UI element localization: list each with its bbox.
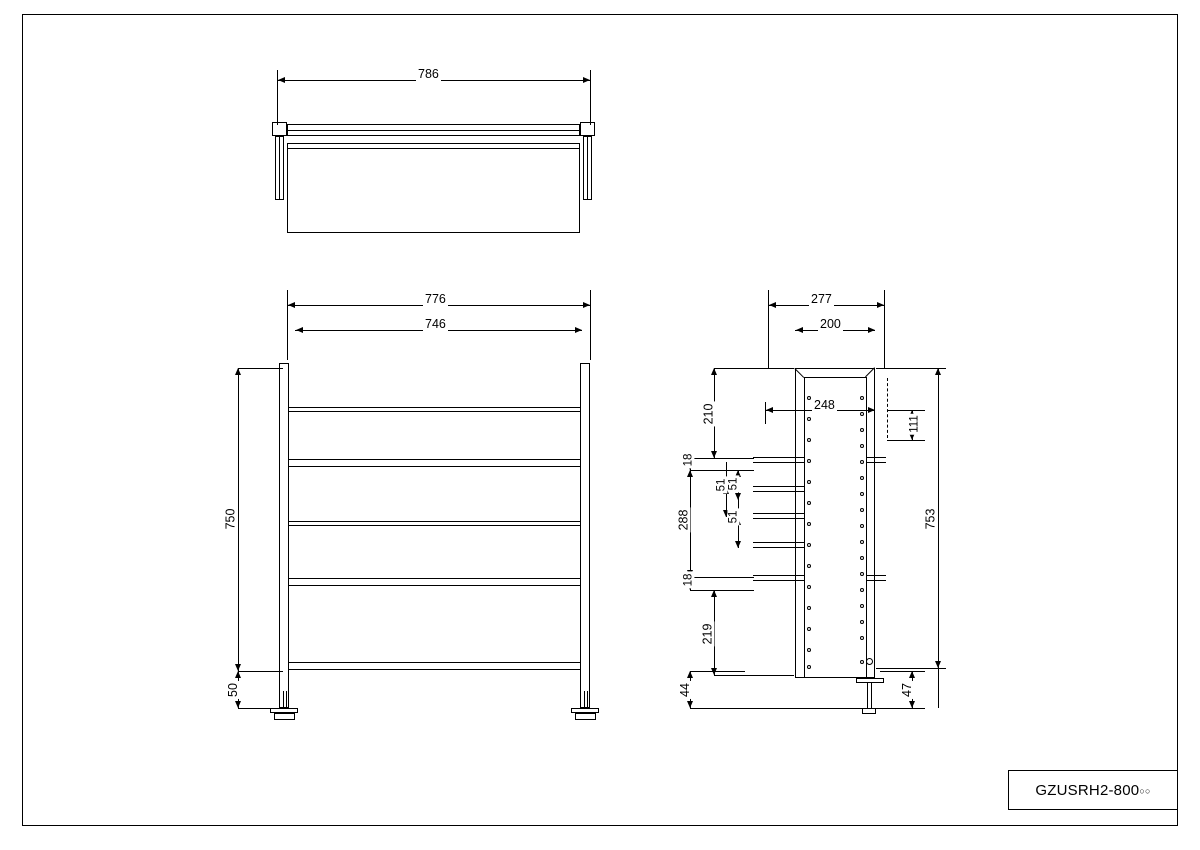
side-shelf-inner bbox=[866, 462, 886, 463]
ext-44-top bbox=[690, 671, 745, 672]
dim-label-776: 776 bbox=[425, 292, 446, 306]
perforation-hole bbox=[860, 572, 864, 576]
ext-248-left bbox=[765, 402, 766, 424]
arrow-248-right bbox=[868, 407, 875, 413]
perforation-hole bbox=[860, 508, 864, 512]
arrow-277-right bbox=[877, 302, 884, 308]
arrow-219-up bbox=[711, 590, 717, 597]
dim-label-51-a: 51 bbox=[727, 477, 740, 491]
perforation-hole bbox=[807, 459, 811, 463]
part-number-suffix: ○○ bbox=[1139, 785, 1151, 796]
perforation-hole bbox=[860, 620, 864, 624]
dim-label-288: 288 bbox=[676, 509, 691, 531]
dim-line-753 bbox=[938, 368, 939, 708]
dim-label-51-b: 51 bbox=[715, 478, 728, 492]
dim-label-746: 746 bbox=[425, 317, 446, 331]
dim-label-753: 753 bbox=[923, 508, 938, 530]
part-number: GZUSRH2-800○○ bbox=[1035, 781, 1151, 799]
ext-111-bottom bbox=[887, 440, 925, 441]
side-shelf-stub bbox=[753, 575, 804, 576]
perforation-hole bbox=[860, 460, 864, 464]
ext-18l-bottom bbox=[690, 590, 754, 591]
dim-label-750: 750 bbox=[223, 508, 238, 530]
ext-210-top bbox=[714, 368, 794, 369]
perforation-hole bbox=[807, 606, 811, 610]
dim-label-18-upper: 18 bbox=[682, 453, 695, 467]
perforation-hole bbox=[807, 543, 811, 547]
perforation-hole bbox=[860, 636, 864, 640]
ext-47-top bbox=[880, 671, 925, 672]
side-top-inner-line bbox=[804, 377, 866, 378]
perforation-hole bbox=[807, 501, 811, 505]
arrow-51a-down bbox=[735, 493, 741, 500]
ext-288-bottom bbox=[690, 577, 754, 578]
dim-label-200: 200 bbox=[820, 317, 841, 331]
dim-label-210: 210 bbox=[701, 403, 716, 425]
title-block bbox=[1008, 770, 1178, 810]
perforation-hole bbox=[860, 476, 864, 480]
ext-line-277-right bbox=[884, 290, 885, 368]
perforation-hole bbox=[860, 396, 864, 400]
perforation-hole bbox=[860, 492, 864, 496]
side-shelf-stub bbox=[753, 580, 804, 581]
perforation-hole bbox=[807, 585, 811, 589]
arrow-210-up bbox=[711, 368, 717, 375]
perforation-hole bbox=[807, 438, 811, 442]
perforation-hole bbox=[807, 417, 811, 421]
perforation-hole bbox=[860, 524, 864, 528]
arrow-753-down bbox=[935, 661, 941, 668]
ext-111-top bbox=[887, 410, 925, 411]
perforation-hole bbox=[807, 396, 811, 400]
perforation-hole bbox=[860, 428, 864, 432]
side-shelf-stub bbox=[753, 462, 804, 463]
side-inner-left-vert bbox=[804, 377, 805, 678]
ext-18u-bottom bbox=[690, 470, 754, 471]
arrow-753-up bbox=[935, 368, 941, 375]
dim-label-277: 277 bbox=[811, 292, 832, 306]
detail-hole bbox=[866, 658, 873, 665]
side-foot-stem2 bbox=[871, 683, 872, 708]
side-inner-right-vert bbox=[866, 377, 867, 678]
side-shelf-stub bbox=[753, 542, 804, 543]
dim-label-47: 47 bbox=[899, 683, 914, 697]
ext-44-bottom bbox=[690, 708, 880, 709]
perforation-hole bbox=[807, 648, 811, 652]
dash-line-111 bbox=[887, 378, 888, 438]
arrow-210-down bbox=[711, 451, 717, 458]
dim-label-786: 786 bbox=[418, 67, 439, 81]
ext-47-bottom bbox=[880, 708, 925, 709]
side-shelf-inner bbox=[866, 457, 886, 458]
dim-label-44: 44 bbox=[677, 683, 692, 697]
arrow-248-left bbox=[766, 407, 773, 413]
perforation-hole bbox=[860, 444, 864, 448]
side-shelf-stub bbox=[753, 486, 804, 487]
ext-753-bottom bbox=[876, 668, 946, 669]
perforation-hole bbox=[860, 540, 864, 544]
perforation-hole bbox=[860, 588, 864, 592]
side-shelf-stub bbox=[753, 547, 804, 548]
side-foot-stem bbox=[867, 683, 868, 708]
perforation-hole bbox=[807, 627, 811, 631]
perforation-hole bbox=[860, 660, 864, 664]
dim-label-219: 219 bbox=[700, 623, 715, 645]
dim-label-50: 50 bbox=[225, 683, 240, 697]
dim-label-248: 248 bbox=[814, 398, 835, 412]
arrow-288-up bbox=[687, 470, 693, 477]
side-shelf-inner bbox=[866, 575, 886, 576]
perforation-hole bbox=[807, 665, 811, 669]
dim-label-18-lower: 18 bbox=[682, 573, 695, 587]
side-foot-base bbox=[862, 708, 876, 714]
arrow-44-up bbox=[687, 671, 693, 678]
perforation-hole bbox=[807, 522, 811, 526]
arrow-44-down bbox=[687, 701, 693, 708]
dim-label-51-c: 51 bbox=[727, 510, 740, 524]
perforation-hole bbox=[860, 604, 864, 608]
arrow-47-up bbox=[909, 671, 915, 678]
perforation-hole bbox=[807, 480, 811, 484]
ext-753-top bbox=[876, 368, 946, 369]
ext-219-bottom bbox=[714, 675, 794, 676]
arrow-200-right bbox=[868, 327, 875, 333]
side-shelf-stub bbox=[753, 491, 804, 492]
dim-label-111: 111 bbox=[908, 415, 921, 433]
side-shelf-inner bbox=[866, 580, 886, 581]
arrow-47-down bbox=[909, 701, 915, 708]
perforation-hole bbox=[860, 412, 864, 416]
arrow-277-left bbox=[769, 302, 776, 308]
perforation-hole bbox=[860, 556, 864, 560]
perforation-hole bbox=[807, 564, 811, 568]
side-shelf-stub bbox=[753, 457, 804, 458]
side-shelf-stub bbox=[753, 518, 804, 519]
arrow-51c-down bbox=[735, 541, 741, 548]
side-shelf-stub bbox=[753, 513, 804, 514]
side-foot-plate bbox=[856, 678, 884, 683]
ext-210-bottom bbox=[690, 458, 754, 459]
arrow-200-left bbox=[796, 327, 803, 333]
